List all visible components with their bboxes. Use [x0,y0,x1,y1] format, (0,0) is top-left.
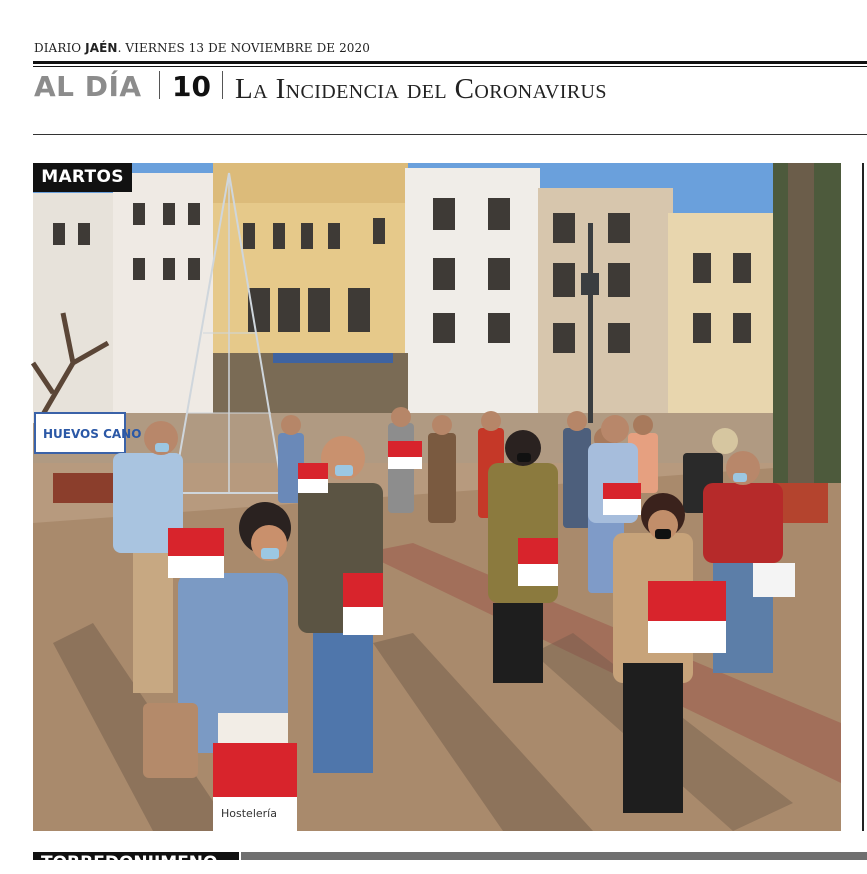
paper-name: JAÉN [85,41,118,55]
palm-trunk [788,163,814,483]
section-headline: La Incidencia del Coronavirus [235,73,607,105]
paper-prefix: DIARIO [34,41,86,55]
sign-caption: Hostelería [221,807,277,820]
building-yellow [668,213,778,413]
building [33,193,113,423]
masthead-line [34,41,370,55]
next-article-tag: TORREDONJIMENO [33,852,239,860]
masthead-rule-thin [33,66,867,67]
divider [222,71,223,99]
issue-date: . VIERNES 13 DE NOVIEMBRE DE 2020 [117,41,371,55]
page-number: 10 [172,70,211,103]
header-rule [33,134,867,135]
section-name: AL DÍA [34,70,142,103]
photo-location-tag: MARTOS [33,163,132,192]
divider [159,71,160,99]
building-white [405,168,540,413]
news-photo [33,163,841,831]
next-article-photo [241,852,867,860]
bench [53,473,123,503]
street-lamp [588,223,593,423]
masthead-rule-thick [33,61,867,64]
column-edge [862,163,864,831]
photo-illustration [33,163,841,831]
shop-sign-text: HUEVOS CANO [43,427,142,441]
